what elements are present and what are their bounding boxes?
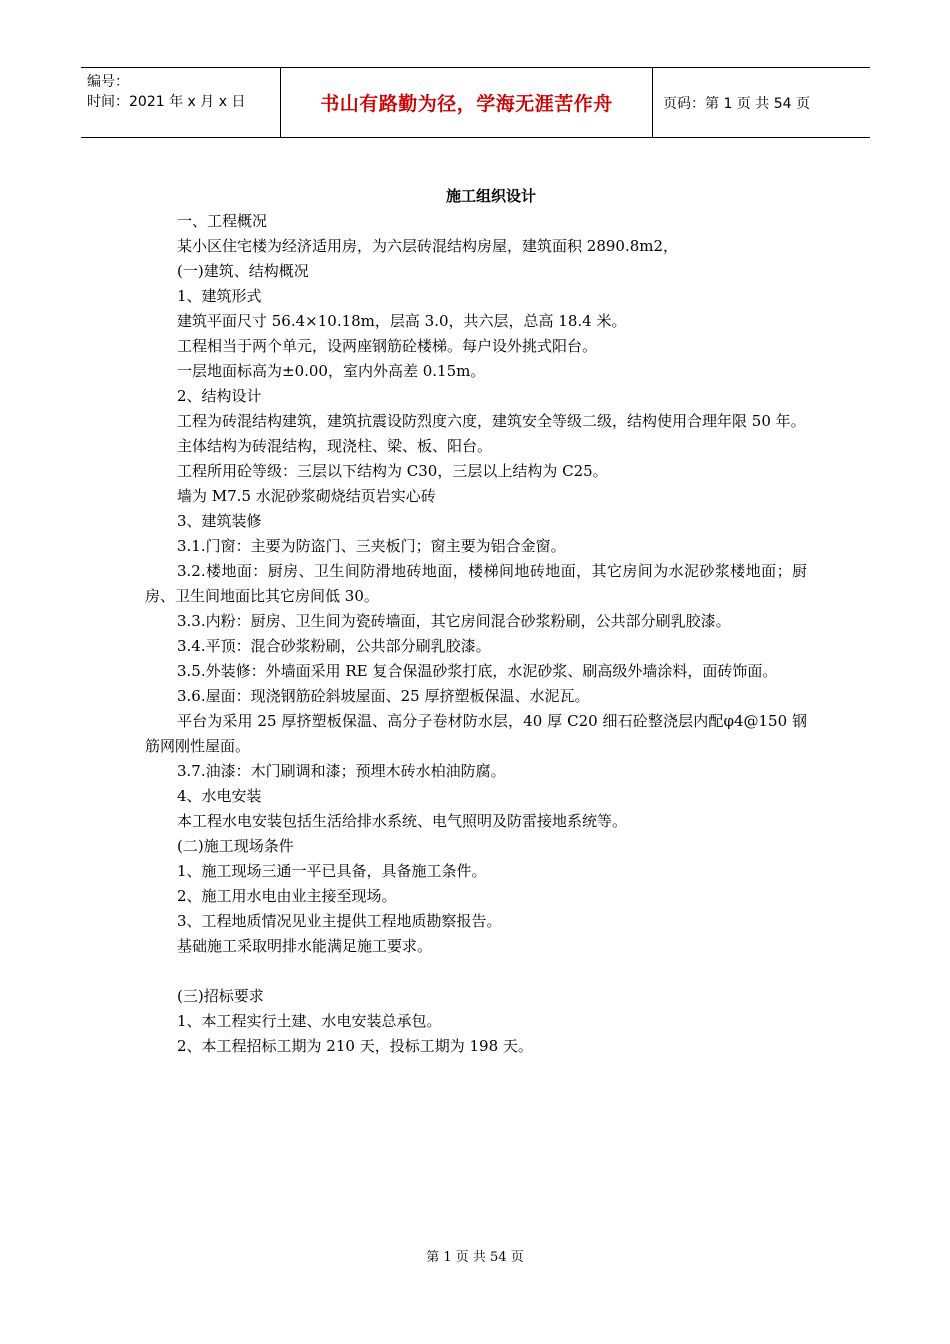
paragraph: 工程所用砼等级：三层以下结构为 C30，三层以上结构为 C25。 xyxy=(177,462,608,480)
page-footer: 第 1 页 共 54 页 xyxy=(426,1250,524,1265)
paragraph: 4、水电安装 xyxy=(177,787,262,805)
paragraph: 墙为 M7.5 水泥砂浆砌烧结页岩实心砖 xyxy=(177,487,436,505)
document-title: 施工组织设计 xyxy=(445,187,536,205)
paragraph: 建筑平面尺寸 56.4×10.18m，层高 3.0，共六层，总高 18.4 米。 xyxy=(177,312,627,330)
paragraph: (一)建筑、结构概况 xyxy=(177,262,309,280)
document-number-label: 编号： xyxy=(87,74,129,90)
page-header xyxy=(81,67,870,138)
header-meta xyxy=(81,68,281,137)
paragraph-gap xyxy=(145,959,807,984)
header-motto: 书山有路勤为径，学海无涯苦作舟 xyxy=(281,68,653,137)
header-page-info: 页码：第 1 页 共 54 页 xyxy=(663,95,810,112)
paragraph: 3.4.平顶：混合砂浆粉刷，公共部分刷乳胶漆。 xyxy=(177,637,491,655)
paragraph: 主体结构为砖混结构，现浇柱、梁、板、阳台。 xyxy=(177,437,493,455)
paragraph: 1、本工程实行土建、水电安装总承包。 xyxy=(177,1012,442,1030)
paragraph: 2、本工程招标工期为 210 天，投标工期为 198 天。 xyxy=(177,1037,533,1055)
paragraph: (二)施工现场条件 xyxy=(177,837,294,855)
paragraph: 2、结构设计 xyxy=(177,387,262,405)
paragraph: (三)招标要求 xyxy=(177,987,264,1005)
paragraph: 3.2.楼地面：厨房、卫生间防滑地砖地面，楼梯间地砖地面，其它房间为水泥砂浆楼地面；厨房、卫生间地面比其它房间低 30。 xyxy=(145,562,807,605)
paragraph-list xyxy=(145,209,807,959)
paragraph: 2、施工用水电由业主接至现场。 xyxy=(177,887,397,905)
paragraph: 本工程水电安装包括生活给排水系统、电气照明及防雷接地系统等。 xyxy=(177,812,628,830)
document-body xyxy=(145,184,807,1059)
paragraph: 基础施工采取明排水能满足施工要求。 xyxy=(177,937,433,955)
paragraph: 工程为砖混结构建筑，建筑抗震设防烈度六度，建筑安全等级二级，结构使用合理年限 50 年。 xyxy=(177,412,806,430)
paragraph: 某小区住宅楼为经济适用房，为六层砖混结构房屋，建筑面积 2890.8m2， xyxy=(177,237,679,255)
document-date: 时间：2021 年 x 月 x 日 xyxy=(87,94,246,110)
paragraph: 3.5.外装修：外墙面采用 RE 复合保温砂浆打底，水泥砂浆、刷高级外墙涂料，面砖饰面。 xyxy=(177,662,778,680)
paragraph: 一、工程概况 xyxy=(177,212,268,230)
paragraph: 3.6.屋面：现浇钢筋砼斜坡屋面、25 厚挤塑板保温、水泥瓦。 xyxy=(177,687,590,705)
paragraph-list-tender xyxy=(145,984,807,1059)
paragraph: 一层地面标高为±0.00，室内外高差 0.15m。 xyxy=(177,362,486,380)
paragraph: 3.1.门窗：主要为防盗门、三夹板门；窗主要为铝合金窗。 xyxy=(177,537,566,555)
paragraph: 3、工程地质情况见业主提供工程地质勘察报告。 xyxy=(177,912,502,930)
paragraph: 3、建筑装修 xyxy=(177,512,262,530)
paragraph: 工程相当于两个单元，设两座钢筋砼楼梯。每户设外挑式阳台。 xyxy=(177,337,598,355)
paragraph: 1、施工现场三通一平已具备，具备施工条件。 xyxy=(177,862,487,880)
paragraph: 3.3.内粉：厨房、卫生间为瓷砖墙面，其它房间混合砂浆粉刷，公共部分刷乳胶漆。 xyxy=(177,612,731,630)
paragraph: 平台为采用 25 厚挤塑板保温、高分子卷材防水层，40 厚 C20 细石砼整浇层内配φ4@150 钢筋网刚性屋面。 xyxy=(145,712,807,755)
paragraph: 3.7.油漆：木门刷调和漆；预埋木砖水柏油防腐。 xyxy=(177,762,506,780)
paragraph: 1、建筑形式 xyxy=(177,287,262,305)
